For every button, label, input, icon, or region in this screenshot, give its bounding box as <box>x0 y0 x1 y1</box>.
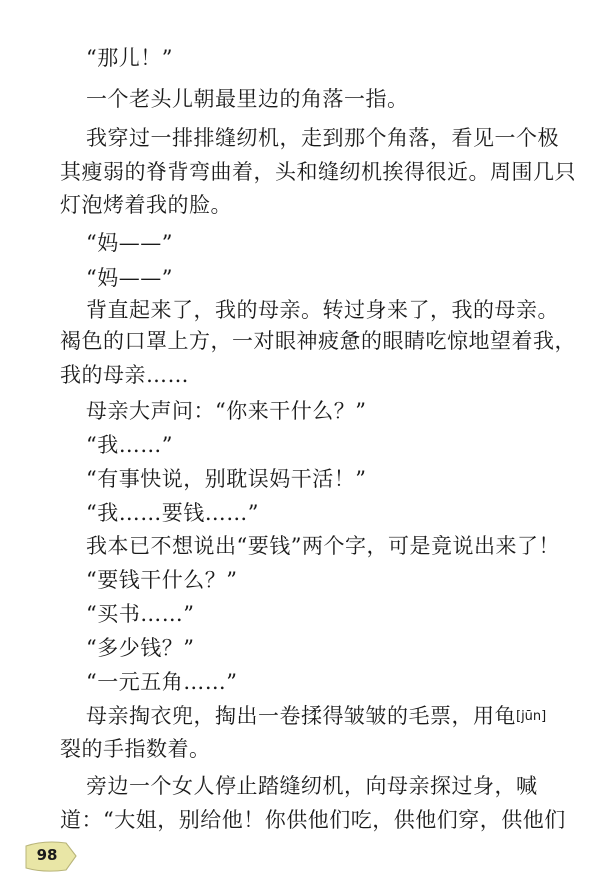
text-line-main: 母亲掏衣兜，掏出一卷揉得皱皱的毛票，用龟 <box>86 704 516 728</box>
text-line: 褐色的口罩上方，一对眼神疲惫的眼睛吃惊地望着我， <box>60 329 576 353</box>
text-line <box>86 702 586 731</box>
text-line: “多少钱？” <box>86 636 195 660</box>
text-line: 旁边一个女人停止踏缝纫机，向母亲探过身，喊 <box>86 774 538 798</box>
text-line: “那儿！” <box>86 46 173 70</box>
text-line: 我穿过一排排缝纫机，走到那个角落，看见一个极 <box>86 126 559 150</box>
text-line: 灯泡烤着我的脸。 <box>60 193 232 217</box>
text-line: “买书……” <box>86 602 195 626</box>
text-line: “妈——” <box>86 231 173 255</box>
text-line: 裂的手指数着。 <box>60 737 211 761</box>
text-line: 其瘦弱的脊背弯曲着，头和缝纫机挨得很近。周围几只 <box>60 160 576 184</box>
pinyin-annotation: [jūn] <box>516 709 547 724</box>
text-line: “要钱干什么？” <box>86 568 238 592</box>
page-number: 98 <box>36 846 58 864</box>
text-line: “我……要钱……” <box>86 501 259 525</box>
text-line: “一元五角……” <box>86 670 238 694</box>
text-line: 我的母亲…… <box>60 363 189 387</box>
text-line: 一个老头儿朝最里边的角落一指。 <box>86 87 409 111</box>
text-line: 背直起来了，我的母亲。转过身来了，我的母亲。 <box>86 298 559 322</box>
text-line: 我本已不想说出“要钱”两个字，可是竟说出来了！ <box>86 534 560 558</box>
page-number-badge <box>22 840 80 874</box>
text-line: “有事快说，别耽误妈干活！” <box>86 467 367 491</box>
text-line: 母亲大声问：“你来干什么？” <box>86 399 367 423</box>
text-line: “妈——” <box>86 266 173 290</box>
text-line: 道：“大姐，别给他！你供他们吃，供他们穿，供他们 <box>60 808 566 832</box>
text-line: “我……” <box>86 433 173 457</box>
